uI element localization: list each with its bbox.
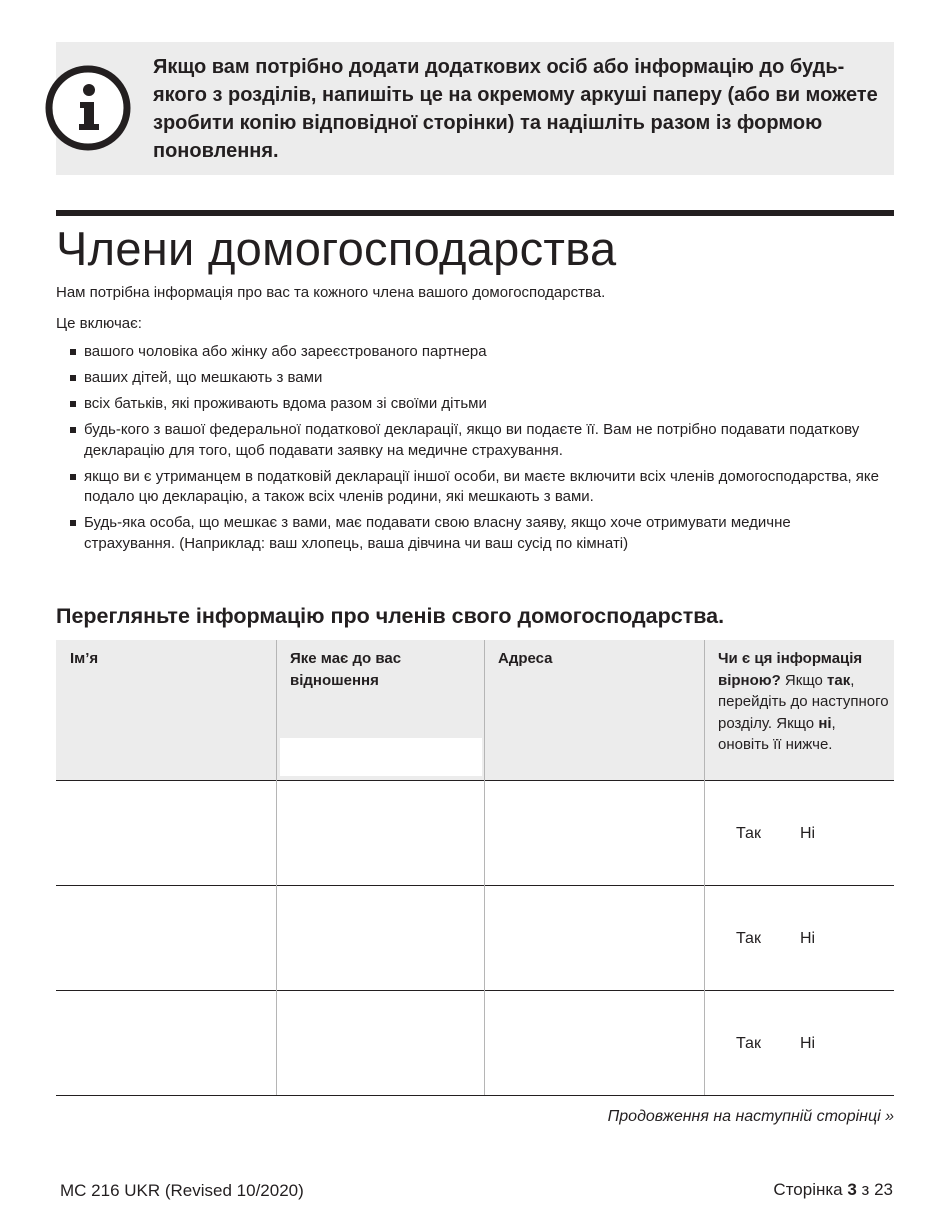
no-option[interactable]: Ні bbox=[800, 825, 816, 842]
header-yes-word: так bbox=[827, 671, 851, 689]
table-header bbox=[56, 640, 894, 781]
notice-text: Якщо вам потрібно додати додаткових осіб або інформацію до будь-якого з розділів, напишіть це на окремому аркуші паперу (або ви можете зробити копію відповідної сторінки) та надішліть разом із формою поновлення. bbox=[153, 56, 878, 162]
page-prefix: Сторінка bbox=[773, 1180, 848, 1199]
header-text: , перейдіть до наступного розділу. Якщо bbox=[718, 671, 889, 732]
header-relationship: Яке має до вас відношення bbox=[290, 650, 402, 689]
column-divider bbox=[276, 640, 277, 1095]
header-is-correct bbox=[718, 648, 890, 756]
section-title: Перегляньте інформацію про членів свого домогосподарства. bbox=[56, 604, 725, 628]
yes-option[interactable]: Так bbox=[736, 930, 761, 947]
intro-includes: Це включає: bbox=[56, 315, 142, 332]
header-text: Якщо bbox=[780, 671, 827, 689]
header-is-correct-question: Чи є ця інформація вірною? bbox=[718, 650, 863, 689]
header-name: Ім’я bbox=[70, 650, 99, 667]
info-icon bbox=[44, 64, 132, 152]
column-divider bbox=[484, 640, 485, 1095]
page-indicator bbox=[773, 1179, 893, 1201]
header-address: Адреса bbox=[498, 650, 553, 667]
table-row bbox=[56, 781, 894, 886]
continued-note: Продовження на наступній сторінці » bbox=[607, 1108, 894, 1125]
list-item: Будь-яка особа, що мешкає з вами, має подавати свою власну заяву, якщо хоче отримувати медичне страхування. (Наприклад: ваш хлопець, ваша дівчина чи ваш сусід по кімнаті) bbox=[70, 513, 880, 554]
list-item: вашого чоловіка або жінку або зареєстрованого партнера bbox=[70, 342, 880, 363]
list-item: якщо ви є утриманцем в податковій декларації іншої особи, ви маєте включити всіх членів домогосподарства, яке подало цю декларацію, а також всіх членів родини, які мешкають з вами. bbox=[70, 467, 880, 508]
section-rule bbox=[56, 210, 894, 216]
page-mid: з bbox=[856, 1180, 875, 1199]
header-blank-field bbox=[280, 738, 482, 776]
page-total: 23 bbox=[874, 1180, 893, 1199]
yes-option[interactable]: Так bbox=[736, 825, 761, 842]
table-row bbox=[56, 886, 894, 991]
column-divider bbox=[704, 640, 705, 1095]
yes-option[interactable]: Так bbox=[736, 1035, 761, 1052]
no-option[interactable]: Ні bbox=[800, 1035, 816, 1052]
intro-text: Нам потрібна інформація про вас та кожного члена вашого домогосподарства. bbox=[56, 284, 606, 301]
page-number: 3 bbox=[847, 1180, 857, 1199]
header-text: , оновіть її нижче. bbox=[718, 714, 836, 753]
header-no-word: ні bbox=[818, 714, 832, 732]
list-item: всіх батьків, які проживають вдома разом зі своїми дітьми bbox=[70, 394, 880, 415]
no-option[interactable]: Ні bbox=[800, 930, 816, 947]
page-title: Члени домогосподарства bbox=[56, 222, 617, 275]
table-row bbox=[56, 991, 894, 1096]
list-item: будь-кого з вашої федеральної податкової декларації, якщо ви подаєте її. Вам не потрібно подавати податкову декларацію для того, щоб подавати заявку на медичне страхування. bbox=[70, 420, 880, 461]
list-item: ваших дітей, що мешкають з вами bbox=[70, 368, 880, 389]
household-criteria-list bbox=[70, 342, 880, 560]
form-id: MC 216 UKR (Revised 10/2020) bbox=[60, 1181, 304, 1200]
